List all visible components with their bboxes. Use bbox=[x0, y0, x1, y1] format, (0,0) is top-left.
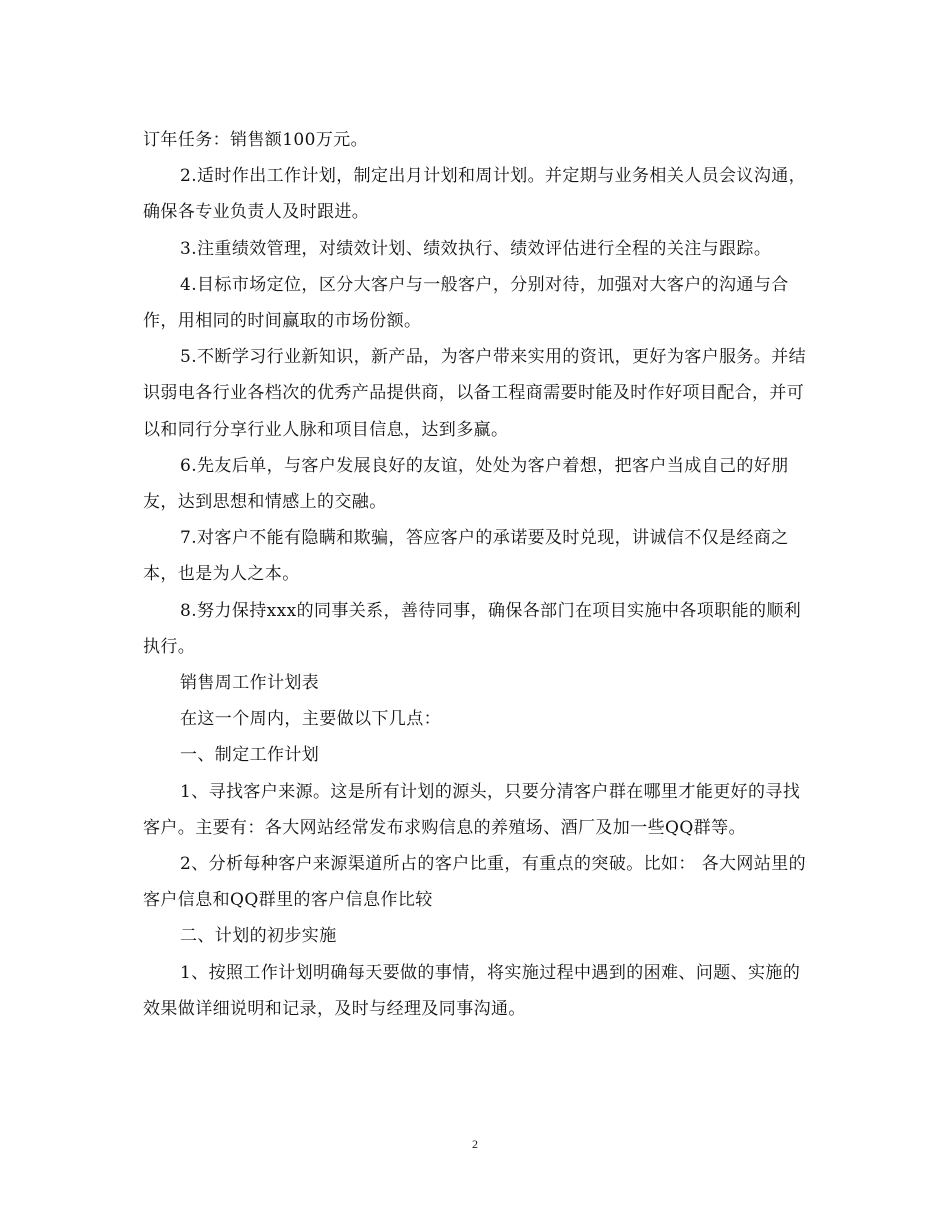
paragraph-item-2: 2.适时作出工作计划，制定出月计划和周计划。并定期与业务相关人员会议沟通，确保各专业负责人及时跟进。 bbox=[143, 166, 807, 223]
heading-initial-implementation: 二、计划的初步实施 bbox=[180, 926, 337, 947]
paragraph-item-6: 6.先友后单，与客户发展良好的友谊，处处为客户着想，把客户当成自己的好朋友，达到思想和情感上的交融。 bbox=[143, 455, 789, 513]
paragraph-item-7: 7.对客户不能有隐瞒和欺骗，答应客户的承诺要及时兑现，讲诚信不仅是经商之本，也是为人之本。 bbox=[143, 528, 789, 585]
page-number: 2 bbox=[472, 1137, 478, 1151]
paragraph-item-8: 8.努力保持xxx的同事关系，善待同事，确保各部门在项目实施中各项职能的顺利执行。 bbox=[143, 600, 802, 657]
paragraph-item-3: 3.注重绩效管理，对绩效计划、绩效执行、绩效评估进行全程的关注与跟踪。 bbox=[180, 238, 772, 259]
paragraph-annual-task: 订年任务：销售额100万元。 bbox=[143, 130, 369, 150]
heading-make-plan: 一、制定工作计划 bbox=[180, 745, 320, 766]
paragraph-item-5: 5.不断学习行业新知识，新产品，为客户带来实用的资讯，更好为客户服务。并结识弱电各行业各档次的优秀产品提供商，以备工程商需要时能及时作好项目配合，并可以和同行分享行业人脉和项目信息，达到多赢。 bbox=[143, 347, 807, 440]
paragraph-analyze-sources: 2、分析每种客户来源渠道所占的客户比重，有重点的突破。比如： 各大网站里的客户信息和QQ群里的客户信息作比较 bbox=[143, 854, 807, 911]
paragraph-weekly-intro: 在这一个周内，主要做以下几点： bbox=[180, 709, 441, 730]
section-title-weekly-plan: 销售周工作计划表 bbox=[180, 673, 320, 694]
paragraph-daily-tasks: 1、按照工作计划明确每天要做的事情，将实施过程中遇到的困难、问题、实施的效果做详细说明和记录，及时与经理及同事沟通。 bbox=[143, 962, 801, 1019]
paragraph-item-4: 4.目标市场定位，区分大客户与一般客户，分别对待，加强对大客户的沟通与合作，用相同的时间赢取的市场份额。 bbox=[143, 274, 789, 332]
document-body bbox=[143, 122, 813, 1027]
paragraph-find-clients: 1、寻找客户来源。这是所有计划的源头，只要分清客户群在哪里才能更好的寻找客户。主要有：各大网站经常发布求购信息的养殖场、酒厂及加一些QQ群等。 bbox=[143, 781, 801, 838]
